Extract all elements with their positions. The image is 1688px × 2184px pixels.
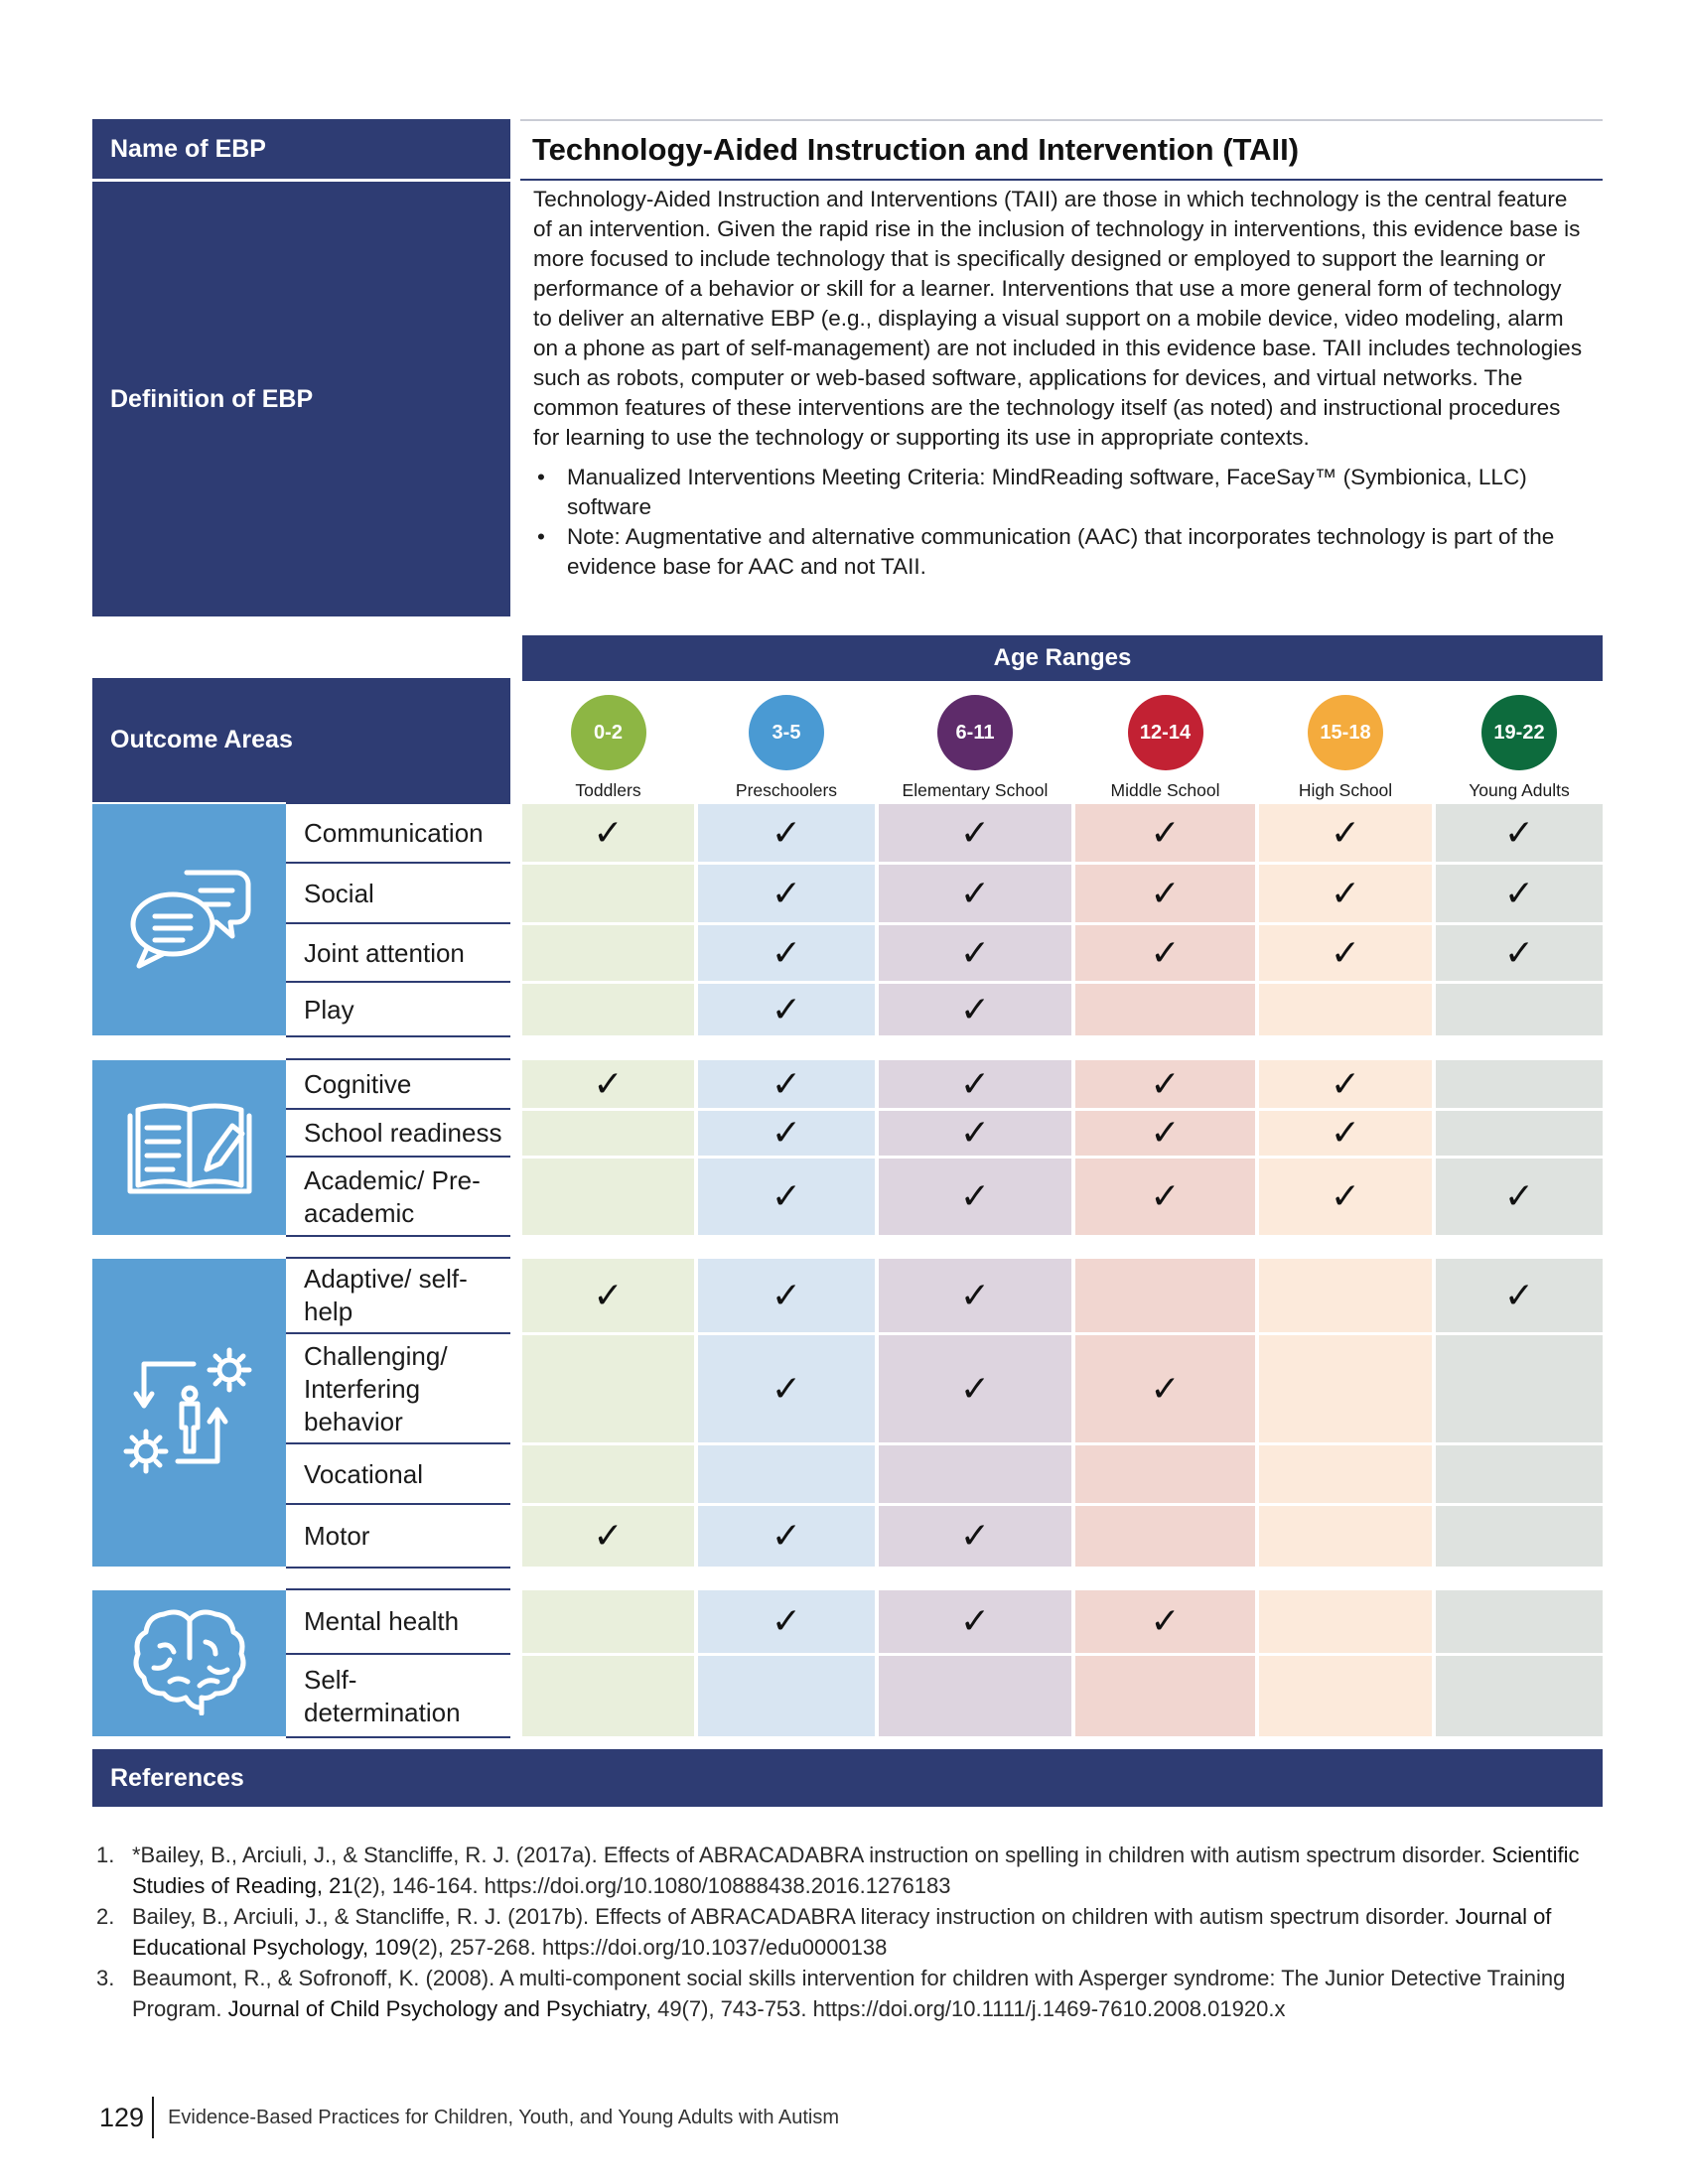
check-mark: ✓ <box>771 1063 802 1105</box>
reference-item <box>92 1963 1612 2024</box>
check-mark: ✓ <box>771 1176 802 1217</box>
grid-cell <box>1259 984 1432 1035</box>
ebp-title: Technology-Aided Instruction and Intervention (TAII) <box>532 132 1300 167</box>
definition-paragraph: Technology-Aided Instruction and Interventions (TAII) are those in which technology is the central feature of an intervention. Given the rapid rise in the inclusion of technology in interventions, this evidence base is more focused to include technology that is specifically designed or employed to support the learning or performance of a behavior or skill for a learner. Interventions that use a more general form of technology to deliver an alternative EBP (e.g., displaying a visual support on a mobile device, video modeling, alarm on a phone as part of self-management) are not included in this evidence base. TAII includes technologies such as robots, computer or web-based software, applications for devices, and virtual networks. The common features of these interventions are the technology itself (as noted) and instructional procedures for learning to use the technology or supporting its use in appropriate contexts. <box>533 187 1583 450</box>
row-divider <box>286 922 510 924</box>
age-column-header <box>522 695 694 802</box>
row-divider <box>286 1503 510 1505</box>
age-range-label: Toddlers <box>575 780 641 800</box>
outcome-label: Mental health <box>304 1606 460 1636</box>
check-mark: ✓ <box>1330 932 1361 974</box>
row-divider <box>286 1035 510 1037</box>
brain-icon <box>130 1606 249 1720</box>
check-mark: ✓ <box>1150 1601 1181 1642</box>
outcome-label: Academic/ Pre-academic <box>304 1164 481 1228</box>
grid-cell <box>1259 1506 1432 1567</box>
check-mark: ✓ <box>1150 932 1181 974</box>
age-range-badge: 6-11 <box>937 695 1013 770</box>
communication-group-panel <box>92 804 286 1035</box>
bullet-note: • Note: Augmentative and alternative communication (AAC) that incorporates technology is part of the evidence base for AAC and not TAII. <box>533 522 1586 582</box>
grid-cell <box>522 1111 694 1156</box>
person-gears-arrows-icon <box>120 1346 259 1480</box>
grid-cell <box>1436 1445 1603 1503</box>
grid-cell <box>522 1335 694 1442</box>
check-mark: ✓ <box>959 1516 991 1557</box>
check-mark: ✓ <box>1330 873 1361 914</box>
check-mark: ✓ <box>771 1368 802 1410</box>
check-mark: ✓ <box>1503 1176 1535 1217</box>
check-mark: ✓ <box>959 932 991 974</box>
row-divider <box>286 981 510 983</box>
age-range-badge: 3-5 <box>749 695 824 770</box>
grid-cell <box>698 1445 875 1503</box>
row-divider <box>286 1442 510 1444</box>
reference-item <box>92 1901 1612 1963</box>
grid-cell <box>1259 1590 1432 1653</box>
grid-cell <box>879 1656 1071 1736</box>
check-mark: ✓ <box>1330 1063 1361 1105</box>
footer-title: Evidence-Based Practices for Children, Youth, and Young Adults with Autism <box>168 2106 840 2128</box>
outcome-areas-label: Outcome Areas <box>92 678 510 802</box>
reference-text: *Bailey, B., Arciuli, J., & Stancliffe, R. J. (2017a). Effects of ABRACADABRA instruction on spelling in children with autism spectrum disorder. <box>132 1843 1486 1867</box>
grid-cell <box>522 1590 694 1653</box>
row-divider <box>286 1235 510 1237</box>
row-divider <box>286 1156 510 1158</box>
age-column-header <box>879 695 1071 802</box>
grid-cell <box>1436 984 1603 1035</box>
grid-cell <box>1436 1060 1603 1108</box>
outcome-label: Vocational <box>304 1458 423 1489</box>
page-number: 129 <box>99 2097 154 2138</box>
check-mark: ✓ <box>959 1601 991 1642</box>
outcome-label: Self- determination <box>304 1664 461 1727</box>
reference-number: 1. <box>96 1843 115 1867</box>
ebp-title-bar <box>520 119 1603 181</box>
reference-text: Bailey, B., Arciuli, J., & Stancliffe, R. J. (2017b). Effects of ABRACADABRA literacy instruction on children with autism spectrum disorder. <box>132 1904 1450 1929</box>
age-column-header <box>1259 695 1432 802</box>
check-mark: ✓ <box>1330 812 1361 854</box>
age-column-header <box>1075 695 1255 802</box>
bullet-manualized: • Manualized Interventions Meeting Criteria: MindReading software, FaceSay™ (Symbionica, LLC) software <box>533 463 1586 522</box>
row-divider <box>286 1736 510 1738</box>
check-mark: ✓ <box>1150 1176 1181 1217</box>
grid-cell <box>1075 1506 1255 1567</box>
outcome-label: Motor <box>304 1521 370 1551</box>
grid-cell <box>1436 1111 1603 1156</box>
reference-number: 3. <box>96 1966 115 1990</box>
outcome-label: Communication <box>304 817 484 848</box>
check-mark: ✓ <box>1150 1368 1181 1410</box>
check-mark: ✓ <box>1330 1113 1361 1154</box>
check-mark: ✓ <box>1503 932 1535 974</box>
check-mark: ✓ <box>959 1368 991 1410</box>
cognitive-group-panel <box>92 1060 286 1235</box>
check-mark: ✓ <box>771 1601 802 1642</box>
grid-cell <box>522 984 694 1035</box>
age-range-badge: 12-14 <box>1128 695 1203 770</box>
outcome-label: School readiness <box>304 1118 502 1148</box>
grid-cell <box>522 1656 694 1736</box>
age-range-label: Elementary School <box>902 780 1049 800</box>
check-mark: ✓ <box>771 873 802 914</box>
grid-cell <box>522 1159 694 1235</box>
check-mark: ✓ <box>771 1275 802 1316</box>
outcome-label: Joint attention <box>304 937 465 968</box>
grid-cell <box>522 865 694 922</box>
outcome-label: Adaptive/ self-help <box>304 1264 468 1326</box>
references-title: References <box>110 1763 244 1792</box>
outcome-label: Cognitive <box>304 1068 412 1099</box>
check-mark: ✓ <box>959 989 991 1030</box>
check-mark: ✓ <box>771 1113 802 1154</box>
age-range-badge: 15-18 <box>1308 695 1383 770</box>
row-divider <box>286 1108 510 1110</box>
speech-bubbles-icon <box>125 863 254 977</box>
reference-journal: Journal of Educational Psychology, 109 <box>132 1904 1552 1960</box>
check-mark: ✓ <box>771 989 802 1030</box>
check-mark: ✓ <box>1150 873 1181 914</box>
age-column-header <box>1436 695 1603 802</box>
grid-cell <box>1075 1656 1255 1736</box>
outcome-label: Social <box>304 878 374 908</box>
reference-item <box>92 1840 1612 1901</box>
check-mark: ✓ <box>1330 1176 1361 1217</box>
outcome-label: Challenging/ Interfering behavior <box>304 1340 448 1436</box>
reference-rest: , 49(7), 743-753. https://doi.org/10.1111/j.1469-7610.2008.01920.x <box>644 1996 1286 2021</box>
age-range-label: High School <box>1298 780 1393 800</box>
grid-cell <box>1259 1445 1432 1503</box>
check-mark: ✓ <box>1503 873 1535 914</box>
grid-cell <box>1075 1259 1255 1332</box>
name-of-ebp-label: Name of EBP <box>92 119 510 179</box>
row-divider <box>286 1567 510 1569</box>
grid-cell <box>1075 984 1255 1035</box>
age-ranges-title: Age Ranges <box>993 644 1132 671</box>
check-mark: ✓ <box>959 873 991 914</box>
reference-journal: Journal of Child Psychology and Psychiatry <box>227 1996 645 2021</box>
check-mark: ✓ <box>1503 1275 1535 1316</box>
check-mark: ✓ <box>1150 812 1181 854</box>
grid-cell <box>1259 1656 1432 1736</box>
grid-cell <box>1075 1445 1255 1503</box>
age-range-badge: 0-2 <box>571 695 646 770</box>
grid-cell <box>698 1656 875 1736</box>
check-mark: ✓ <box>771 1516 802 1557</box>
check-mark: ✓ <box>771 812 802 854</box>
definition-bullets <box>533 463 1586 582</box>
age-ranges-bar <box>522 635 1603 681</box>
reference-rest: (2), 257-268. https://doi.org/10.1037/edu0000138 <box>410 1935 888 1960</box>
check-mark: ✓ <box>593 812 624 854</box>
reference-journal: Scientific Studies of Reading, 21 <box>132 1843 1580 1898</box>
page-footer <box>99 2095 839 2140</box>
open-book-pencil-icon <box>125 1096 254 1200</box>
check-mark: ✓ <box>959 812 991 854</box>
check-mark: ✓ <box>771 932 802 974</box>
references-list <box>92 1840 1612 2024</box>
reference-number: 2. <box>96 1904 115 1929</box>
references-bar <box>92 1749 1603 1807</box>
reference-text: Beaumont, R., & Sofronoff, K. (2008). A multi-component social skills intervention for children with Asperger syndrome: The Junior Detective Training Program. <box>132 1966 1566 2021</box>
age-range-label: Preschoolers <box>735 780 838 800</box>
age-range-label: Middle School <box>1110 780 1220 800</box>
grid-cell <box>1436 1590 1603 1653</box>
grid-cell <box>522 1445 694 1503</box>
grid-cell <box>1259 1335 1432 1442</box>
check-mark: ✓ <box>593 1516 624 1557</box>
row-divider <box>286 862 510 864</box>
mental-health-group-panel <box>92 1590 286 1736</box>
row-divider <box>286 1653 510 1655</box>
age-column-header <box>698 695 875 802</box>
check-mark: ✓ <box>593 1063 624 1105</box>
check-mark: ✓ <box>959 1275 991 1316</box>
outcome-label: Play <box>304 994 354 1024</box>
check-mark: ✓ <box>959 1176 991 1217</box>
grid-cell <box>522 925 694 981</box>
reference-rest: (2), 146-164. https://doi.org/10.1080/10888438.2016.1276183 <box>352 1873 951 1898</box>
row-divider <box>286 1332 510 1334</box>
ebp-definition <box>533 185 1586 582</box>
check-mark: ✓ <box>959 1063 991 1105</box>
check-mark: ✓ <box>1150 1063 1181 1105</box>
grid-cell <box>879 1445 1071 1503</box>
grid-cell <box>1259 1259 1432 1332</box>
grid-cell <box>1436 1506 1603 1567</box>
adaptive-group-panel <box>92 1259 286 1567</box>
definition-of-ebp-label: Definition of EBP <box>92 182 510 616</box>
grid-cell <box>1436 1656 1603 1736</box>
check-mark: ✓ <box>1150 1113 1181 1154</box>
age-range-label: Young Adults <box>1469 780 1570 800</box>
grid-cell <box>1436 1335 1603 1442</box>
check-mark: ✓ <box>959 1113 991 1154</box>
check-mark: ✓ <box>593 1275 624 1316</box>
age-range-badge: 19-22 <box>1481 695 1557 770</box>
check-mark: ✓ <box>1503 812 1535 854</box>
